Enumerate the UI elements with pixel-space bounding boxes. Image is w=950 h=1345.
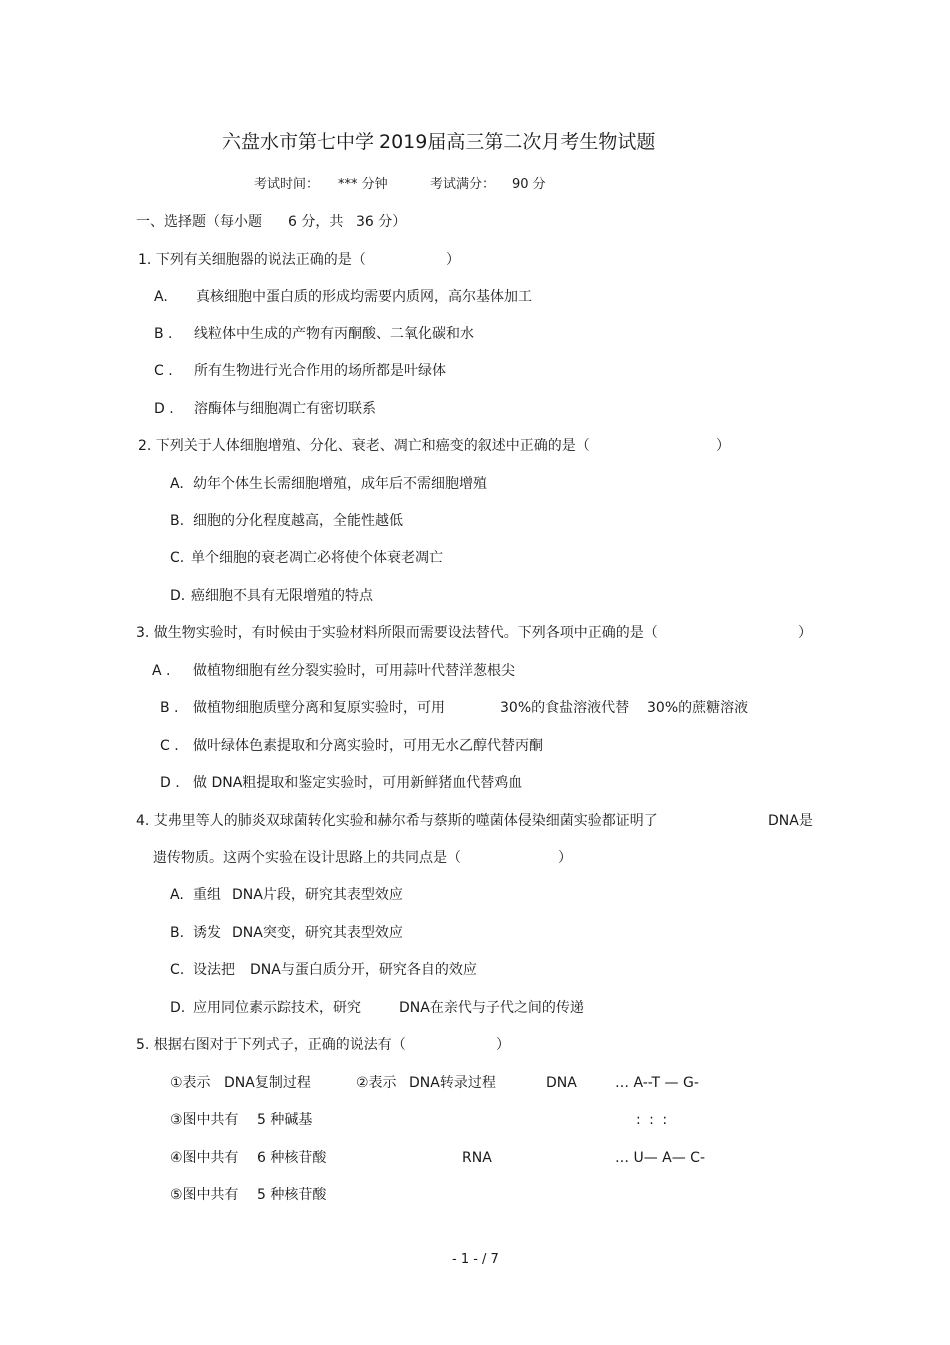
question-4-stem-line2: 遗传物质。这两个实验在设计思路上的共同点是（ <box>153 850 461 866</box>
q1-option-text: 溶酶体与细胞凋亡有密切联系 <box>194 401 376 417</box>
q3-option-text: 做 DNA粗提取和鉴定实验时，可用新鲜猪血代替鸡血 <box>193 775 523 791</box>
q1-option-text: 所有生物进行光合作用的场所都是叶绿体 <box>194 363 446 379</box>
question-1-stem: 1. 下列有关细胞器的说法正确的是（ <box>138 252 366 268</box>
q3-option-letter: C . <box>160 738 179 754</box>
q4-option-text: 应用同位素示踪技术，研究 <box>193 1000 361 1016</box>
q4-option-text-2: DNA与蛋白质分开，研究各自的效应 <box>250 962 477 978</box>
q3-option-text-2: 30%的食盐溶液代替 <box>500 700 630 716</box>
q2-option-text: 单个细胞的衰老凋亡必将使个体衰老凋亡 <box>191 550 443 566</box>
q2-option-letter: B. <box>170 513 185 529</box>
section-heading: 一、选择题（每小题 <box>136 214 262 230</box>
q5-item-text: 5 种碱基 <box>257 1112 313 1128</box>
q3-option-text: 做植物细胞有丝分裂实验时，可用蒜叶代替洋葱根尖 <box>193 663 515 679</box>
q2-option-text: 幼年个体生长需细胞增殖，成年后不需细胞增殖 <box>193 476 487 492</box>
q4-option-letter: A. <box>170 887 184 903</box>
exam-score-value: 90 分 <box>512 177 546 192</box>
q4-option-text-2: DNA突变，研究其表型效应 <box>232 925 403 941</box>
q3-option-letter: B . <box>160 700 179 716</box>
question-3-close: ） <box>798 625 812 641</box>
question-2-close: ） <box>716 438 730 454</box>
question-4-stem-end: DNA是 <box>768 813 813 829</box>
question-2-stem: 2. 下列关于人体细胞增殖、分化、衰老、凋亡和癌变的叙述中正确的是（ <box>138 438 590 454</box>
section-per: 6 分，共 <box>288 214 344 230</box>
q4-option-text: 重组 <box>193 887 221 903</box>
q1-option-letter: A. <box>154 289 168 305</box>
q2-option-text: 癌细胞不具有无限增殖的特点 <box>191 588 373 604</box>
exam-time-label: 考试时间： <box>254 177 320 192</box>
q1-option-letter: B . <box>154 326 173 342</box>
q4-option-text: 诱发 <box>193 925 221 941</box>
q3-option-letter: D . <box>160 775 180 791</box>
q5-item-text: DNA转录过程 <box>409 1075 496 1091</box>
figure-rna-sequence: … U— A— C- <box>615 1150 706 1166</box>
q1-option-text: 线粒体中生成的产物有丙酮酸、二氧化碳和水 <box>194 326 474 342</box>
q2-option-letter: C. <box>170 550 185 566</box>
question-3-stem: 3. 做生物实验时，有时候由于实验材料所限而需要设法替代。下列各项中正确的是（ <box>136 625 658 641</box>
q4-option-text-2: DNA片段，研究其表型效应 <box>232 887 403 903</box>
q3-option-text: 做植物细胞质壁分离和复原实验时，可用 <box>193 700 445 716</box>
page-number: - 1 - / 7 <box>452 1252 499 1267</box>
q4-option-letter: C. <box>170 962 185 978</box>
q2-option-letter: A. <box>170 476 184 492</box>
q5-item-text: 5 种核苷酸 <box>257 1187 327 1203</box>
q4-option-text: 设法把 <box>193 962 235 978</box>
question-1-close: ） <box>446 252 460 268</box>
q1-option-letter: D . <box>154 401 174 417</box>
q5-item-label: ②表示 <box>356 1075 397 1091</box>
q1-option-text: 真核细胞中蛋白质的形成均需要内质网，高尔基体加工 <box>196 289 532 305</box>
q3-option-letter: A . <box>152 663 171 679</box>
q3-option-text-3: 30%的蔗糖溶液 <box>647 700 749 716</box>
exam-time-value: *** 分钟 <box>338 177 388 192</box>
title-rest: 2019届高三第二次月考生物试题 <box>379 131 656 153</box>
q5-item-text: DNA复制过程 <box>224 1075 311 1091</box>
section-total: 36 分） <box>356 214 407 230</box>
figure-dna-sequence: … A--T — G- <box>615 1075 699 1091</box>
question-5-stem: 5. 根据右图对于下列式子，正确的说法有（ <box>136 1037 406 1053</box>
q5-item-text: 6 种核苷酸 <box>257 1150 327 1166</box>
q5-item-label: ①表示 <box>170 1075 211 1091</box>
q4-option-text-2: DNA在亲代与子代之间的传递 <box>399 1000 584 1016</box>
q5-item-label: ③图中共有 <box>170 1112 239 1128</box>
title-school: 六盘水市第七中学 <box>222 131 375 153</box>
q2-option-text: 细胞的分化程度越高，全能性越低 <box>193 513 403 529</box>
figure-dna-label: DNA <box>546 1075 577 1091</box>
q5-item-label: ④图中共有 <box>170 1150 239 1166</box>
q2-option-letter: D. <box>170 588 186 604</box>
figure-base-pairs: : : : <box>636 1112 670 1128</box>
q4-option-letter: B. <box>170 925 185 941</box>
question-5-close: ） <box>496 1037 510 1053</box>
exam-score-label: 考试满分： <box>430 177 496 192</box>
q3-option-text: 做叶绿体色素提取和分离实验时，可用无水乙醇代替丙酮 <box>193 738 543 754</box>
question-4-close: ） <box>558 850 572 866</box>
question-4-stem: 4. 艾弗里等人的肺炎双球菌转化实验和赫尔希与蔡斯的噬菌体侵染细菌实验都证明了 <box>136 813 658 829</box>
q5-item-label: ⑤图中共有 <box>170 1187 239 1203</box>
q1-option-letter: C . <box>154 363 173 379</box>
figure-rna-label: RNA <box>462 1150 492 1166</box>
q4-option-letter: D. <box>170 1000 186 1016</box>
